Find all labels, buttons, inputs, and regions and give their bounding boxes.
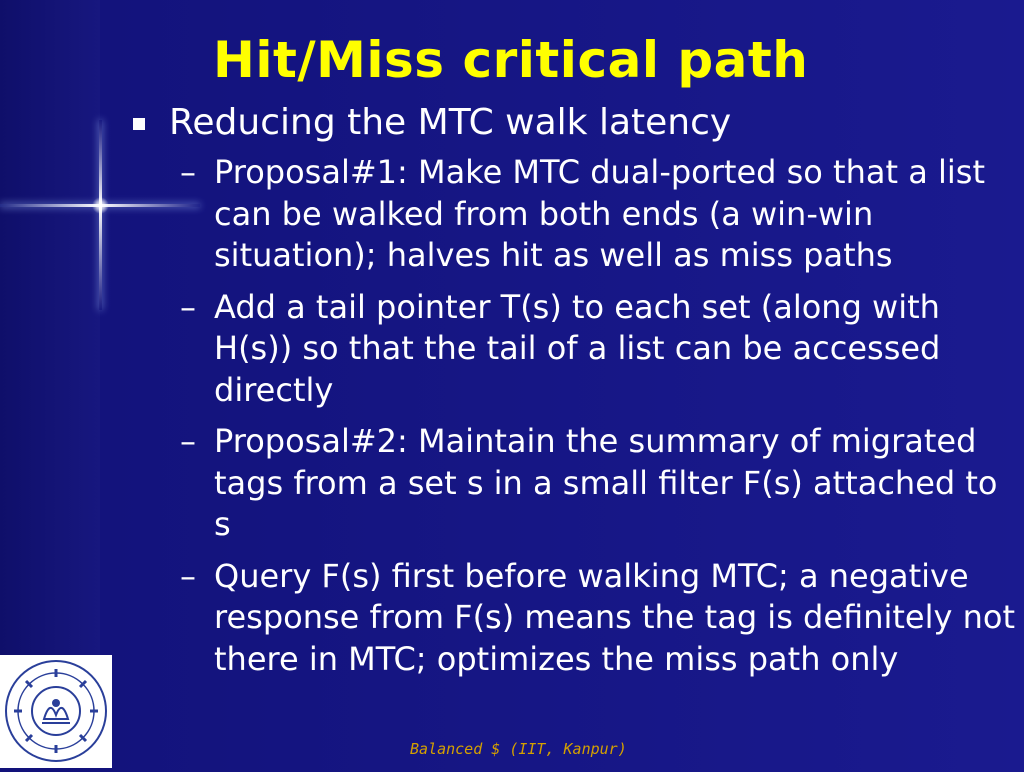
dash-bullet: –: [180, 287, 196, 326]
light-flare-center: [92, 197, 109, 214]
main-bullet: [133, 100, 1018, 146]
dash-bullet: –: [180, 153, 196, 191]
sub-bullet-text: Add a tail pointer T(s) to each set (along with H(s)) so that the tail of a list can be accessed directly: [214, 287, 941, 409]
sub-bullet-item: [180, 152, 1018, 277]
sub-bullet-item: [180, 556, 1018, 681]
sub-bullet-text: Proposal#1: Make MTC dual-ported so that a list can be walked from both ends (a win-win situation); halves hit as well as miss paths: [214, 153, 985, 274]
sub-bullet-item: [180, 421, 1018, 546]
left-glow-band: [0, 0, 100, 768]
sub-bullet-item: [180, 287, 1018, 412]
iit-kanpur-seal-icon: [0, 655, 112, 768]
slide-footer: Balanced $ (IIT, Kanpur): [410, 740, 627, 758]
square-bullet-icon: [133, 118, 145, 130]
light-flare-vertical: [99, 120, 102, 310]
slide-content: [133, 100, 1018, 690]
sub-bullet-text: Query F(s) first before walking MTC; a negative response from F(s) means the tag is definitely not there in MTC; optimizes the miss path only: [214, 556, 1015, 678]
slide-title: Hit/Miss critical path: [213, 31, 809, 89]
dash-bullet: –: [180, 556, 196, 595]
sub-bullet-list: [133, 152, 1018, 680]
sub-bullet-text: Proposal#2: Maintain the summary of migrated tags from a set s in a small filter F(s) attached to s: [214, 422, 998, 543]
dash-bullet: –: [180, 422, 196, 460]
iit-kanpur-logo: [0, 655, 112, 768]
main-bullet-text: Reducing the MTC walk latency: [169, 102, 732, 143]
